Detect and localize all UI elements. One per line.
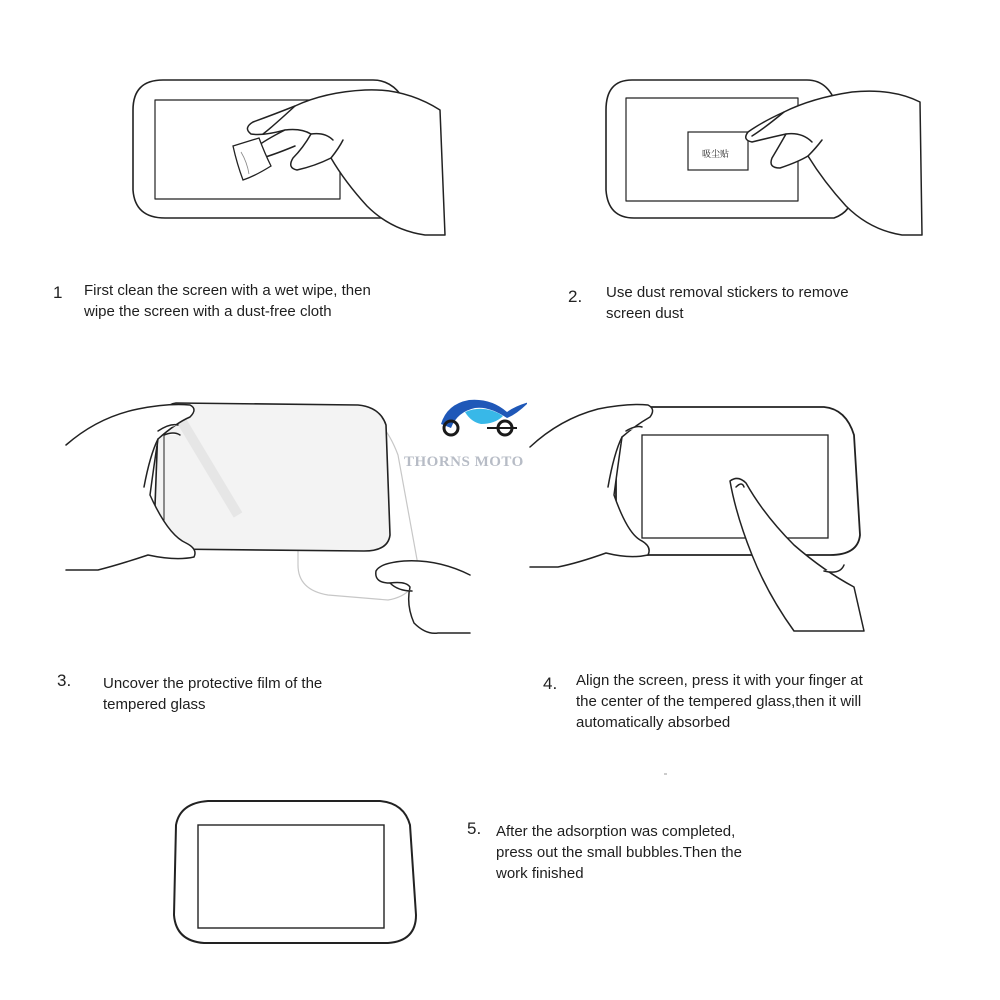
step-2-text <box>606 282 849 324</box>
hand-wiping-screen-with-cloth-icon <box>125 70 445 240</box>
step-5-text <box>496 821 742 884</box>
step-3-line-2: tempered glass <box>103 696 206 713</box>
finger-pressing-glass-center-icon <box>524 395 944 635</box>
step-5-number: 5. <box>467 819 482 838</box>
dust-sticker-label: 吸尘贴 <box>702 150 730 160</box>
step-3-line-1: Uncover the protective film of the <box>103 675 323 692</box>
step-1-text <box>84 280 371 322</box>
step-3-number: 3. <box>57 671 72 690</box>
step-1-number: 1 <box>53 283 63 302</box>
step-4-text <box>576 670 863 733</box>
step-5-line-2: press out the small bubbles.Then the <box>496 844 742 861</box>
step-5-line-1: After the adsorption was completed, <box>496 823 736 840</box>
step-1-line-2: wipe the screen with a dust-free cloth <box>84 303 332 320</box>
step-4-line-3: automatically absorbed <box>576 714 731 731</box>
finished-screen-protector-icon <box>168 795 424 950</box>
stray-dot <box>664 773 667 775</box>
step-4-line-1: Align the screen, press it with your finger at <box>576 672 863 689</box>
step-2-line-1: Use dust removal stickers to remove <box>606 284 849 301</box>
step-2-line-2: screen dust <box>606 305 684 322</box>
brand-watermark: THORNS MOTO <box>404 454 524 470</box>
motorcycle-logo-icon <box>437 394 527 438</box>
hands-peeling-protective-film-icon <box>58 395 478 635</box>
step-4-line-2: the center of the tempered glass,then it will <box>576 693 862 710</box>
step-4-number: 4. <box>543 674 558 693</box>
hand-applying-dust-sticker-icon <box>602 70 922 240</box>
step-2-number: 2. <box>568 287 583 306</box>
step-5-line-3: work finished <box>496 865 584 882</box>
step-3-text <box>103 673 322 715</box>
step-1-line-1: First clean the screen with a wet wipe, then <box>84 282 371 299</box>
